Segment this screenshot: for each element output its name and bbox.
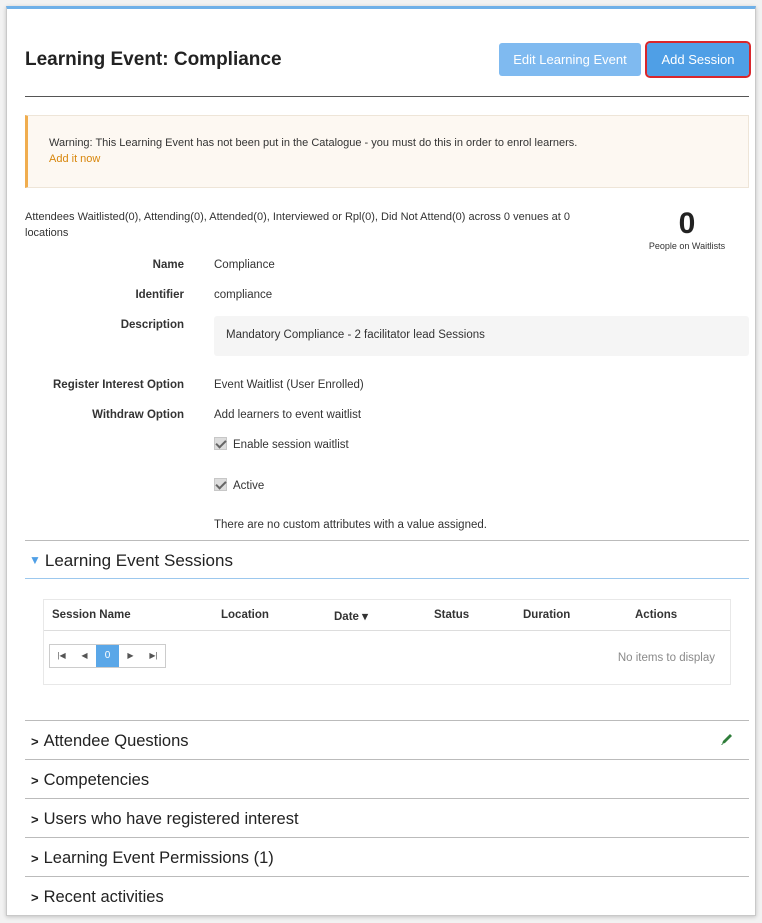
chevron-down-icon: ▼ — [29, 553, 41, 567]
first-page-icon[interactable]: |◀ — [57, 651, 66, 660]
no-items-message: No items to display — [617, 652, 715, 664]
description-value: Mandatory Compliance - 2 facilitator lead Sessions — [214, 316, 749, 356]
chevron-right-icon: > — [31, 734, 39, 749]
enable-session-waitlist-label: Enable session waitlist — [233, 439, 349, 451]
section-title: Recent activities — [43, 888, 164, 906]
add-it-now-link[interactable]: Add it now — [49, 153, 101, 165]
section-attendee-questions[interactable] — [25, 720, 749, 759]
divider — [25, 540, 749, 541]
current-page-button[interactable]: 0 — [96, 645, 119, 667]
column-header-status[interactable]: Status — [434, 609, 470, 621]
active-label: Active — [233, 480, 265, 492]
catalogue-warning — [25, 115, 749, 188]
chevron-right-icon: > — [31, 773, 39, 788]
withdraw-option-value: Add learners to event waitlist — [214, 409, 362, 421]
sessions-grid — [43, 599, 731, 685]
sessions-section-title: Learning Event Sessions — [44, 551, 233, 570]
identifier-value: compliance — [214, 289, 273, 301]
name-label: Name — [152, 259, 184, 271]
description-label: Description — [120, 319, 184, 331]
pager — [49, 644, 166, 668]
section-title: Competencies — [43, 771, 150, 789]
checkbox-checked-icon — [214, 478, 227, 491]
identifier-label: Identifier — [135, 289, 184, 301]
attendee-summary: Attendees Waitlisted(0), Attending(0), Attended(0), Interviewed or Rpl(0), Did Not Attend(0) across 0 venues at 0 locations — [25, 211, 570, 239]
column-header-actions[interactable]: Actions — [635, 609, 678, 621]
section-registered-interest[interactable] — [25, 798, 749, 837]
page-header — [25, 43, 749, 97]
section-title: Users who have registered interest — [43, 810, 299, 828]
section-title: Attendee Questions — [43, 732, 189, 750]
withdraw-option-label: Withdraw Option — [92, 409, 184, 421]
learning-event-panel — [6, 6, 756, 916]
previous-page-icon[interactable]: ◀ — [81, 651, 88, 660]
warning-text: Warning: This Learning Event has not been put in the Catalogue - you must do this in order to enrol learners. — [49, 137, 578, 149]
section-title: Learning Event Permissions (1) — [43, 849, 274, 867]
next-page-icon[interactable]: ▶ — [127, 651, 134, 660]
column-header-duration[interactable]: Duration — [523, 609, 571, 621]
waitlist-counter — [637, 207, 737, 251]
column-header-session-name[interactable]: Session Name — [52, 609, 131, 621]
section-competencies[interactable] — [25, 759, 749, 798]
waitlist-label: People on Waitlists — [648, 241, 726, 251]
chevron-right-icon: > — [31, 851, 39, 866]
name-value: Compliance — [214, 259, 275, 271]
page-title: Learning Event: Compliance — [25, 49, 282, 70]
pencil-edit-icon[interactable] — [719, 731, 735, 747]
grid-header-divider — [44, 630, 730, 631]
edit-learning-event-button[interactable]: Edit Learning Event — [499, 43, 641, 76]
custom-attributes-note: There are no custom attributes with a value assigned. — [214, 519, 487, 531]
register-interest-label: Register Interest Option — [53, 379, 184, 391]
section-permissions[interactable] — [25, 837, 749, 876]
column-header-date[interactable]: Date ▾ — [334, 611, 368, 623]
register-interest-value: Event Waitlist (User Enrolled) — [214, 379, 364, 391]
enable-session-waitlist-checkbox[interactable] — [214, 437, 349, 451]
chevron-right-icon: > — [31, 812, 39, 827]
active-checkbox[interactable] — [214, 478, 264, 492]
section-underline — [25, 578, 749, 579]
section-recent-activities[interactable] — [25, 876, 749, 915]
last-page-icon[interactable]: ▶| — [149, 651, 158, 660]
column-header-location[interactable]: Location — [221, 609, 269, 621]
chevron-right-icon: > — [31, 890, 39, 905]
checkbox-checked-icon — [214, 437, 227, 450]
add-session-button[interactable]: Add Session — [647, 43, 749, 76]
waitlist-count: 0 — [678, 207, 696, 240]
sessions-section-header[interactable] — [29, 551, 233, 571]
